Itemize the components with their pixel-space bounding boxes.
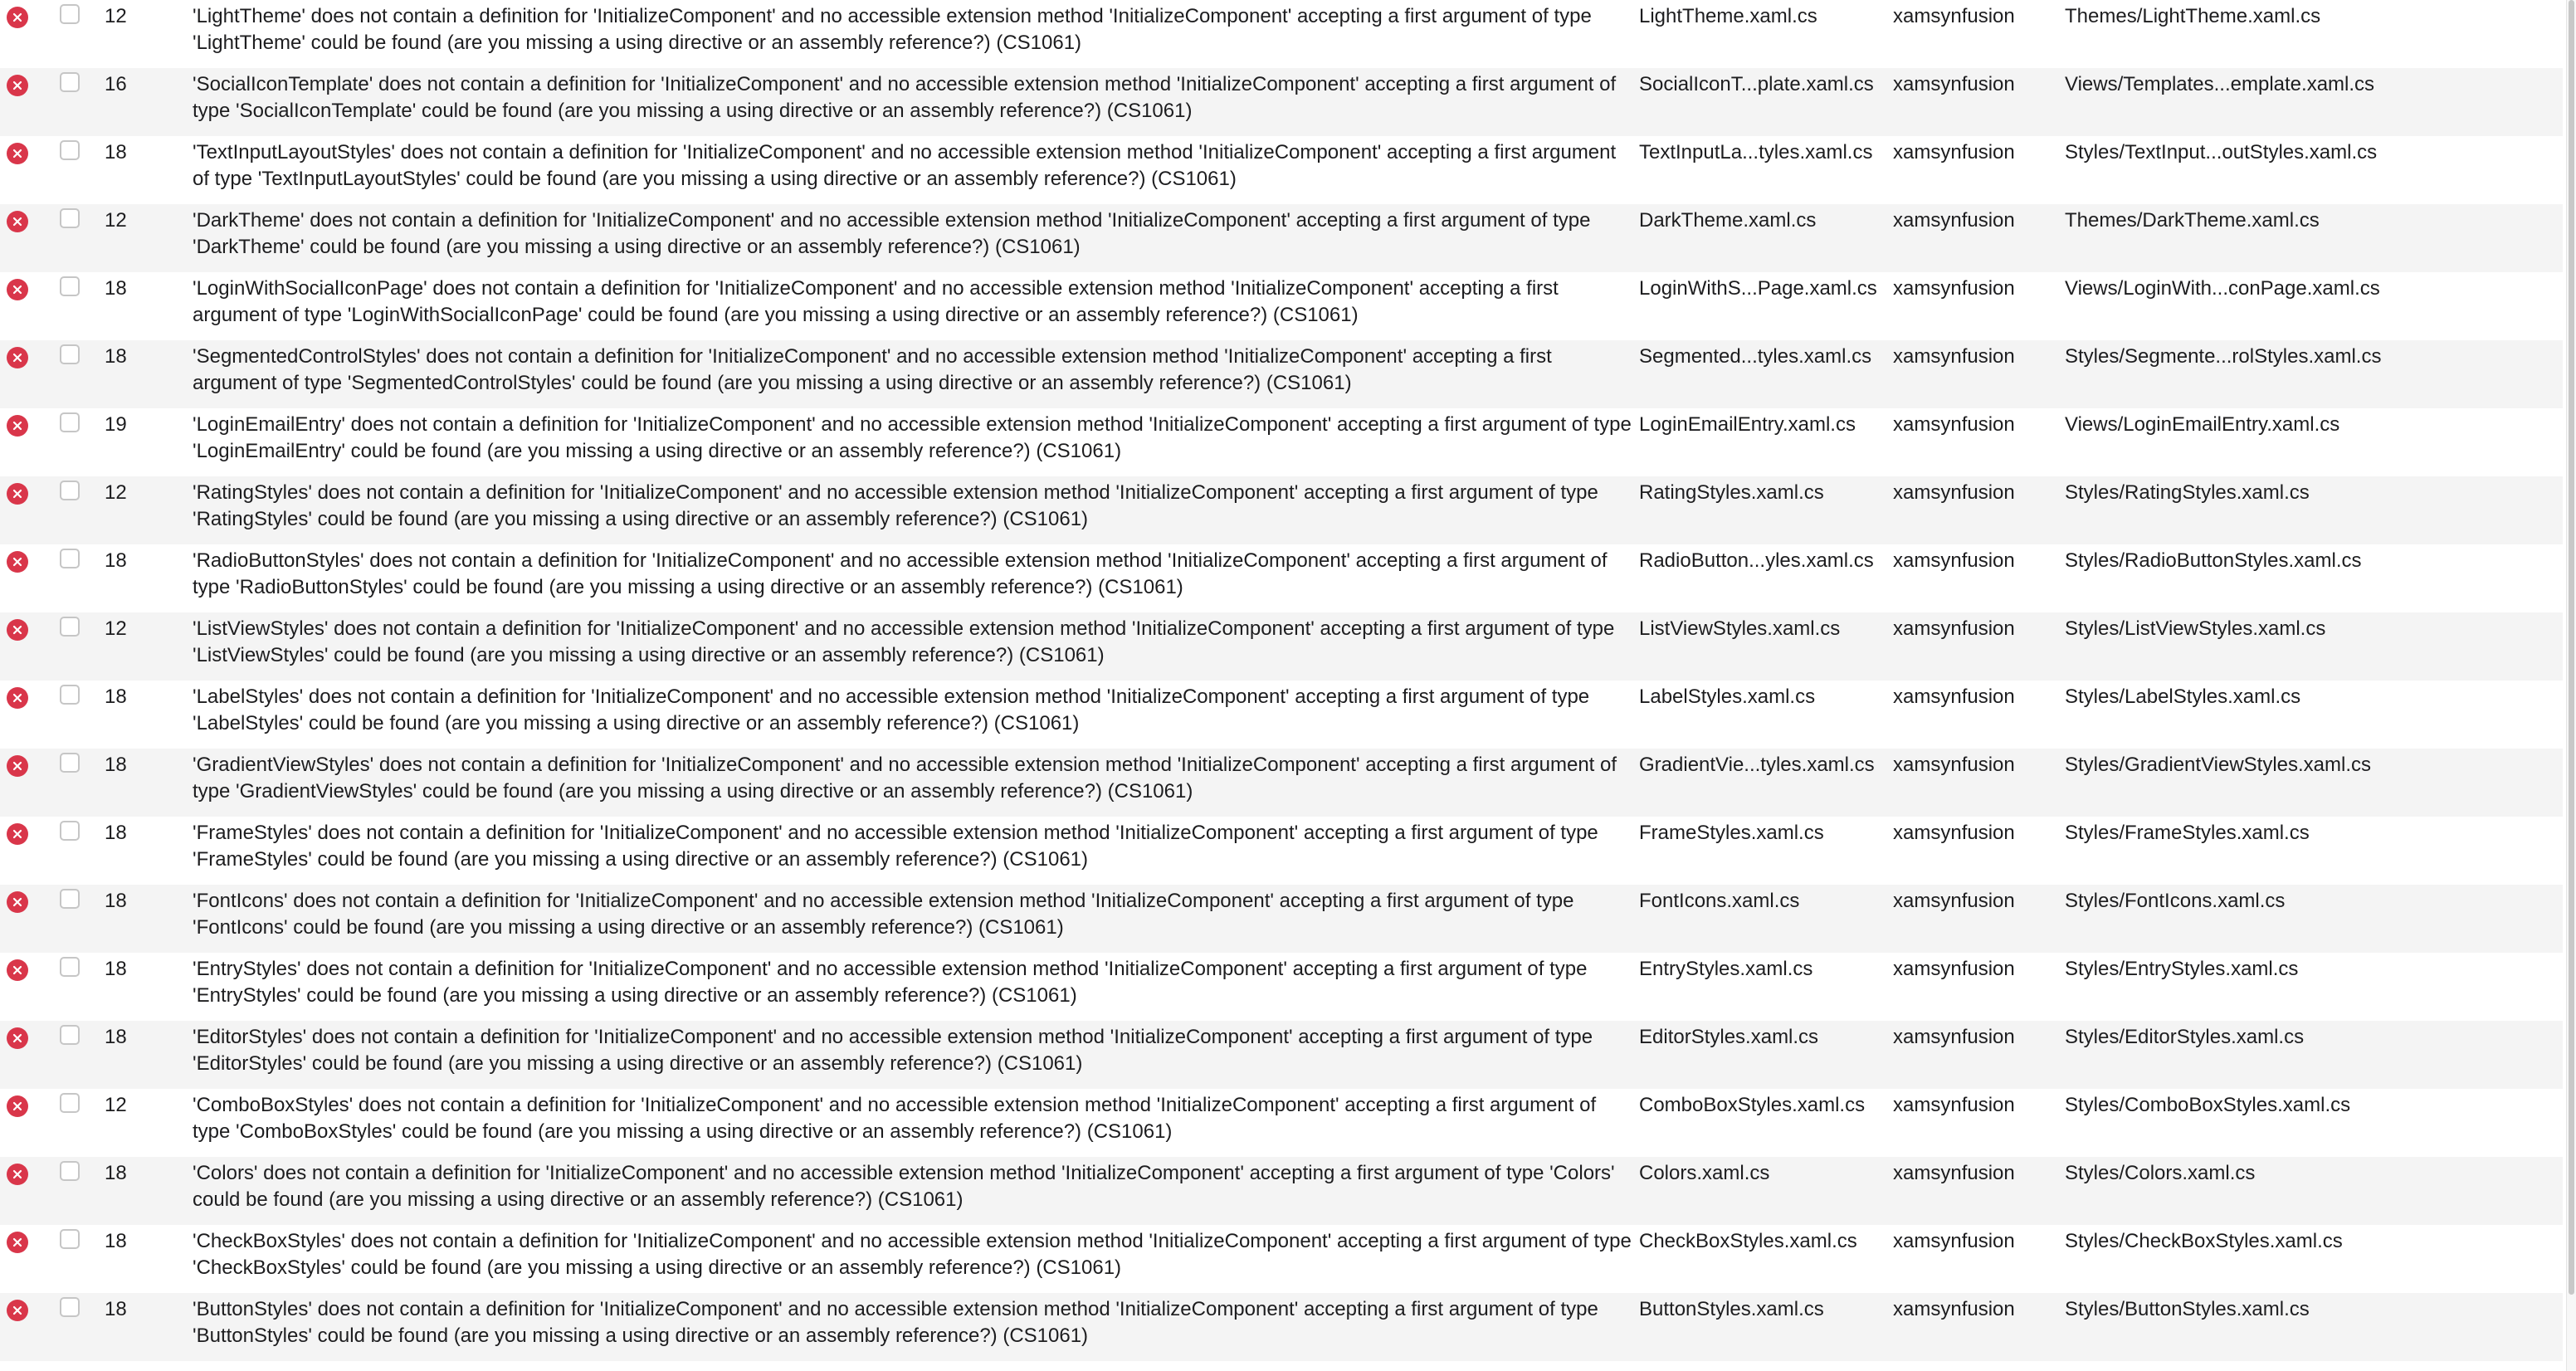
row-checkbox[interactable] [60, 4, 80, 24]
error-row[interactable] [0, 749, 2563, 817]
row-checkbox[interactable] [60, 821, 80, 841]
error-x-icon [7, 143, 28, 164]
file-name: ListViewStyles.xaml.cs [1639, 617, 1841, 640]
error-row[interactable] [0, 272, 2563, 340]
project-name: xamsynfusion [1893, 1230, 2015, 1252]
file-name: ButtonStyles.xaml.cs [1639, 1298, 1824, 1320]
project-name: xamsynfusion [1893, 73, 2015, 95]
file-path: Styles/ListViewStyles.xaml.cs [2065, 617, 2326, 640]
error-row[interactable] [0, 1021, 2563, 1089]
error-row[interactable] [0, 1157, 2563, 1225]
line-number: 18 [105, 958, 127, 980]
error-description: 'SegmentedControlStyles' does not contain a definition for 'InitializeComponent' and no accessible extension method 'InitializeComponent' accepting a first argument of type 'SegmentedControlStyles' could be found (are you missing a using directive or an assembly reference?) (CS1061) [193, 345, 1552, 394]
file-path: Styles/LabelStyles.xaml.cs [2065, 686, 2301, 708]
error-x-icon [7, 1164, 28, 1185]
error-x-icon [7, 619, 28, 641]
row-checkbox[interactable] [60, 1093, 80, 1113]
line-number: 18 [105, 1162, 127, 1184]
line-number: 18 [105, 686, 127, 708]
error-description: 'LoginEmailEntry' does not contain a definition for 'InitializeComponent' and no accessible extension method 'InitializeComponent' accepting a first argument of type 'LoginEmailEntry' could be found (are you missing a using directive or an assembly reference?) (CS1061) [193, 413, 1632, 462]
row-checkbox[interactable] [60, 957, 80, 977]
file-path: Styles/Colors.xaml.cs [2065, 1162, 2256, 1184]
error-row[interactable] [0, 1293, 2563, 1361]
error-description: 'TextInputLayoutStyles' does not contain a definition for 'InitializeComponent' and no accessible extension method 'InitializeComponent' accepting a first argument of type 'TextInputLayoutStyles' could be found (are you missing a using directive or an assembly reference?) (CS1061) [193, 141, 1617, 190]
row-checkbox[interactable] [60, 481, 80, 500]
project-name: xamsynfusion [1893, 686, 2015, 708]
error-description: 'ComboBoxStyles' does not contain a definition for 'InitializeComponent' and no accessible extension method 'InitializeComponent' accepting a first argument of type 'ComboBoxStyles' could be found (are you missing a using directive or an assembly reference?) (CS1061) [193, 1094, 1597, 1143]
file-path: Views/LoginWith...conPage.xaml.cs [2065, 277, 2380, 300]
file-path: Styles/GradientViewStyles.xaml.cs [2065, 754, 2372, 776]
file-name: EditorStyles.xaml.cs [1639, 1026, 1819, 1048]
error-x-icon [7, 415, 28, 437]
file-path: Styles/EntryStyles.xaml.cs [2065, 958, 2299, 980]
row-checkbox[interactable] [60, 140, 80, 160]
row-checkbox[interactable] [60, 1297, 80, 1317]
error-description: 'LabelStyles' does not contain a definition for 'InitializeComponent' and no accessible extension method 'InitializeComponent' accepting a first argument of type 'LabelStyles' could be found (are you missing a using directive or an assembly reference?) (CS1061) [193, 686, 1590, 734]
vertical-scrollbar[interactable] [2566, 0, 2576, 1371]
file-name: Colors.xaml.cs [1639, 1162, 1770, 1184]
line-number: 18 [105, 890, 127, 912]
error-x-icon [7, 755, 28, 777]
file-name: Segmented...tyles.xaml.cs [1639, 345, 1872, 368]
row-checkbox[interactable] [60, 753, 80, 773]
error-row[interactable] [0, 68, 2563, 136]
file-name: RatingStyles.xaml.cs [1639, 481, 1824, 504]
error-description: 'DarkTheme' does not contain a definition for 'InitializeComponent' and no accessible extension method 'InitializeComponent' accepting a first argument of type 'DarkTheme' could be found (are you missing a using directive or an assembly reference?) (CS1061) [193, 209, 1591, 258]
project-name: xamsynfusion [1893, 413, 2015, 436]
file-path: Views/Templates...emplate.xaml.cs [2065, 73, 2375, 95]
row-checkbox[interactable] [60, 1161, 80, 1181]
project-name: xamsynfusion [1893, 890, 2015, 912]
error-row[interactable] [0, 953, 2563, 1021]
project-name: xamsynfusion [1893, 345, 2015, 368]
error-x-icon [7, 483, 28, 505]
row-checkbox[interactable] [60, 344, 80, 364]
error-description: 'FrameStyles' does not contain a definition for 'InitializeComponent' and no accessible extension method 'InitializeComponent' accepting a first argument of type 'FrameStyles' could be found (are you missing a using directive or an assembly reference?) (CS1061) [193, 822, 1598, 871]
row-checkbox[interactable] [60, 549, 80, 568]
file-path: Styles/EditorStyles.xaml.cs [2065, 1026, 2305, 1048]
error-x-icon [7, 687, 28, 709]
error-x-icon [7, 551, 28, 573]
line-number: 18 [105, 822, 127, 844]
error-description: 'GradientViewStyles' does not contain a definition for 'InitializeComponent' and no accessible extension method 'InitializeComponent' accepting a first argument of type 'GradientViewStyles' could be found (are you missing a using directive or an assembly reference?) (CS1061) [193, 754, 1617, 803]
row-checkbox[interactable] [60, 1025, 80, 1045]
file-path: Styles/Segmente...rolStyles.xaml.cs [2065, 345, 2382, 368]
file-path: Themes/LightTheme.xaml.cs [2065, 5, 2321, 27]
file-path: Styles/TextInput...outStyles.xaml.cs [2065, 141, 2378, 163]
error-row[interactable] [0, 408, 2563, 476]
error-description: 'EntryStyles' does not contain a definition for 'InitializeComponent' and no accessible extension method 'InitializeComponent' accepting a first argument of type 'EntryStyles' could be found (are you missing a using directive or an assembly reference?) (CS1061) [193, 958, 1588, 1007]
error-row[interactable] [0, 544, 2563, 612]
file-name: ComboBoxStyles.xaml.cs [1639, 1094, 1866, 1116]
error-row[interactable] [0, 204, 2563, 272]
file-name: RadioButton...yles.xaml.cs [1639, 549, 1874, 572]
row-checkbox[interactable] [60, 617, 80, 637]
project-name: xamsynfusion [1893, 481, 2015, 504]
line-number: 18 [105, 549, 127, 572]
project-name: xamsynfusion [1893, 549, 2015, 572]
file-name: LoginEmailEntry.xaml.cs [1639, 413, 1856, 436]
line-number: 18 [105, 1298, 127, 1320]
file-path: Styles/RadioButtonStyles.xaml.cs [2065, 549, 2362, 572]
line-number: 19 [105, 413, 127, 436]
error-x-icon [7, 891, 28, 913]
project-name: xamsynfusion [1893, 277, 2015, 300]
line-number: 18 [105, 345, 127, 368]
project-name: xamsynfusion [1893, 958, 2015, 980]
error-row[interactable] [0, 476, 2563, 544]
file-path: Styles/CheckBoxStyles.xaml.cs [2065, 1230, 2343, 1252]
error-description: 'EditorStyles' does not contain a definition for 'InitializeComponent' and no accessible extension method 'InitializeComponent' accepting a first argument of type 'EditorStyles' could be found (are you missing a using directive or an assembly reference?) (CS1061) [193, 1026, 1593, 1075]
project-name: xamsynfusion [1893, 1094, 2015, 1116]
file-path: Styles/FontIcons.xaml.cs [2065, 890, 2286, 912]
row-checkbox[interactable] [60, 72, 80, 92]
error-x-icon [7, 1095, 28, 1117]
project-name: xamsynfusion [1893, 209, 2015, 232]
file-path: Views/LoginEmailEntry.xaml.cs [2065, 413, 2340, 436]
project-name: xamsynfusion [1893, 1298, 2015, 1320]
line-number: 18 [105, 277, 127, 300]
error-x-icon [7, 211, 28, 232]
line-number: 12 [105, 1094, 127, 1116]
line-number: 18 [105, 754, 127, 776]
row-checkbox[interactable] [60, 889, 80, 909]
project-name: xamsynfusion [1893, 1026, 2015, 1048]
file-path: Styles/ComboBoxStyles.xaml.cs [2065, 1094, 2351, 1116]
error-description: 'SocialIconTemplate' does not contain a definition for 'InitializeComponent' and no accessible extension method 'InitializeComponent' accepting a first argument of type 'SocialIconTemplate' could be found (are you missing a using directive or an assembly reference?) (CS1061) [193, 73, 1617, 122]
error-x-icon [7, 279, 28, 300]
row-checkbox[interactable] [60, 208, 80, 228]
error-row[interactable] [0, 340, 2563, 408]
line-number: 18 [105, 141, 127, 163]
error-description: 'LightTheme' does not contain a definition for 'InitializeComponent' and no accessible extension method 'InitializeComponent' accepting a first argument of type 'LightTheme' could be found (are you missing a using directive or an assembly reference?) (CS1061) [193, 5, 1592, 54]
project-name: xamsynfusion [1893, 617, 2015, 640]
project-name: xamsynfusion [1893, 822, 2015, 844]
error-description: 'CheckBoxStyles' does not contain a definition for 'InitializeComponent' and no accessible extension method 'InitializeComponent' accepting a first argument of type 'CheckBoxStyles' could be found (are you missing a using directive or an assembly reference?) (CS1061) [193, 1230, 1632, 1279]
error-x-icon [7, 347, 28, 368]
line-number: 12 [105, 209, 127, 232]
line-number: 18 [105, 1230, 127, 1252]
error-description: 'RatingStyles' does not contain a definition for 'InitializeComponent' and no accessible extension method 'InitializeComponent' accepting a first argument of type 'RatingStyles' could be found (are you missing a using directive or an assembly reference?) (CS1061) [193, 481, 1598, 530]
file-name: SocialIconT...plate.xaml.cs [1639, 73, 1874, 95]
error-row[interactable] [0, 1089, 2563, 1157]
project-name: xamsynfusion [1893, 5, 2015, 27]
error-x-icon [7, 823, 28, 845]
error-description: 'FontIcons' does not contain a definition for 'InitializeComponent' and no accessible extension method 'InitializeComponent' accepting a first argument of type 'FontIcons' could be found (are you missing a using directive or an assembly reference?) (CS1061) [193, 890, 1574, 939]
error-x-icon [7, 1232, 28, 1253]
file-path: Themes/DarkTheme.xaml.cs [2065, 209, 2320, 232]
file-name: LoginWithS...Page.xaml.cs [1639, 277, 1877, 300]
file-name: EntryStyles.xaml.cs [1639, 958, 1813, 980]
file-name: TextInputLa...tyles.xaml.cs [1639, 141, 1873, 163]
file-name: LightTheme.xaml.cs [1639, 5, 1817, 27]
project-name: xamsynfusion [1893, 1162, 2015, 1184]
row-checkbox[interactable] [60, 412, 80, 432]
file-name: CheckBoxStyles.xaml.cs [1639, 1230, 1857, 1252]
file-path: Styles/ButtonStyles.xaml.cs [2065, 1298, 2310, 1320]
error-x-icon [7, 1300, 28, 1321]
error-row[interactable] [0, 612, 2563, 681]
error-description: 'ButtonStyles' does not contain a definition for 'InitializeComponent' and no accessible extension method 'InitializeComponent' accepting a first argument of type 'ButtonStyles' could be found (are you missing a using directive or an assembly reference?) (CS1061) [193, 1298, 1598, 1347]
error-row[interactable] [0, 1225, 2563, 1293]
line-number: 16 [105, 73, 127, 95]
error-x-icon [7, 7, 28, 28]
error-description: 'Colors' does not contain a definition for 'InitializeComponent' and no accessible extension method 'InitializeComponent' accepting a first argument of type 'Colors' could be found (are you missing a using directive or an assembly reference?) (CS1061) [193, 1162, 1615, 1211]
project-name: xamsynfusion [1893, 754, 2015, 776]
file-name: GradientVie...tyles.xaml.cs [1639, 754, 1875, 776]
line-number: 12 [105, 5, 127, 27]
error-row[interactable] [0, 681, 2563, 749]
scrollbar-thumb[interactable] [2569, 0, 2574, 1295]
line-number: 12 [105, 481, 127, 504]
line-number: 12 [105, 617, 127, 640]
error-row[interactable] [0, 136, 2563, 204]
file-name: DarkTheme.xaml.cs [1639, 209, 1817, 232]
project-name: xamsynfusion [1893, 141, 2015, 163]
line-number: 18 [105, 1026, 127, 1048]
file-name: FrameStyles.xaml.cs [1639, 822, 1824, 844]
row-checkbox[interactable] [60, 685, 80, 705]
file-name: LabelStyles.xaml.cs [1639, 686, 1816, 708]
error-description: 'LoginWithSocialIconPage' does not contain a definition for 'InitializeComponent' and no accessible extension method 'InitializeComponent' accepting a first argument of type 'LoginWithSocialIconPage' could be found (are you missing a using directive or an assembly reference?) (CS1061) [193, 277, 1559, 326]
error-x-icon [7, 1027, 28, 1049]
error-row[interactable] [0, 0, 2563, 68]
error-x-icon [7, 75, 28, 96]
error-row[interactable] [0, 885, 2563, 953]
row-checkbox[interactable] [60, 276, 80, 296]
row-checkbox[interactable] [60, 1229, 80, 1249]
error-description: 'RadioButtonStyles' does not contain a definition for 'InitializeComponent' and no accessible extension method 'InitializeComponent' accepting a first argument of type 'RadioButtonStyles' could be found (are you missing a using directive or an assembly reference?) (CS1061) [193, 549, 1608, 598]
file-path: Styles/FrameStyles.xaml.cs [2065, 822, 2310, 844]
error-x-icon [7, 959, 28, 981]
error-row[interactable] [0, 817, 2563, 885]
file-name: FontIcons.xaml.cs [1639, 890, 1800, 912]
file-path: Styles/RatingStyles.xaml.cs [2065, 481, 2310, 504]
error-description: 'ListViewStyles' does not contain a definition for 'InitializeComponent' and no accessible extension method 'InitializeComponent' accepting a first argument of type 'ListViewStyles' could be found (are you missing a using directive or an assembly reference?) (CS1061) [193, 617, 1615, 666]
